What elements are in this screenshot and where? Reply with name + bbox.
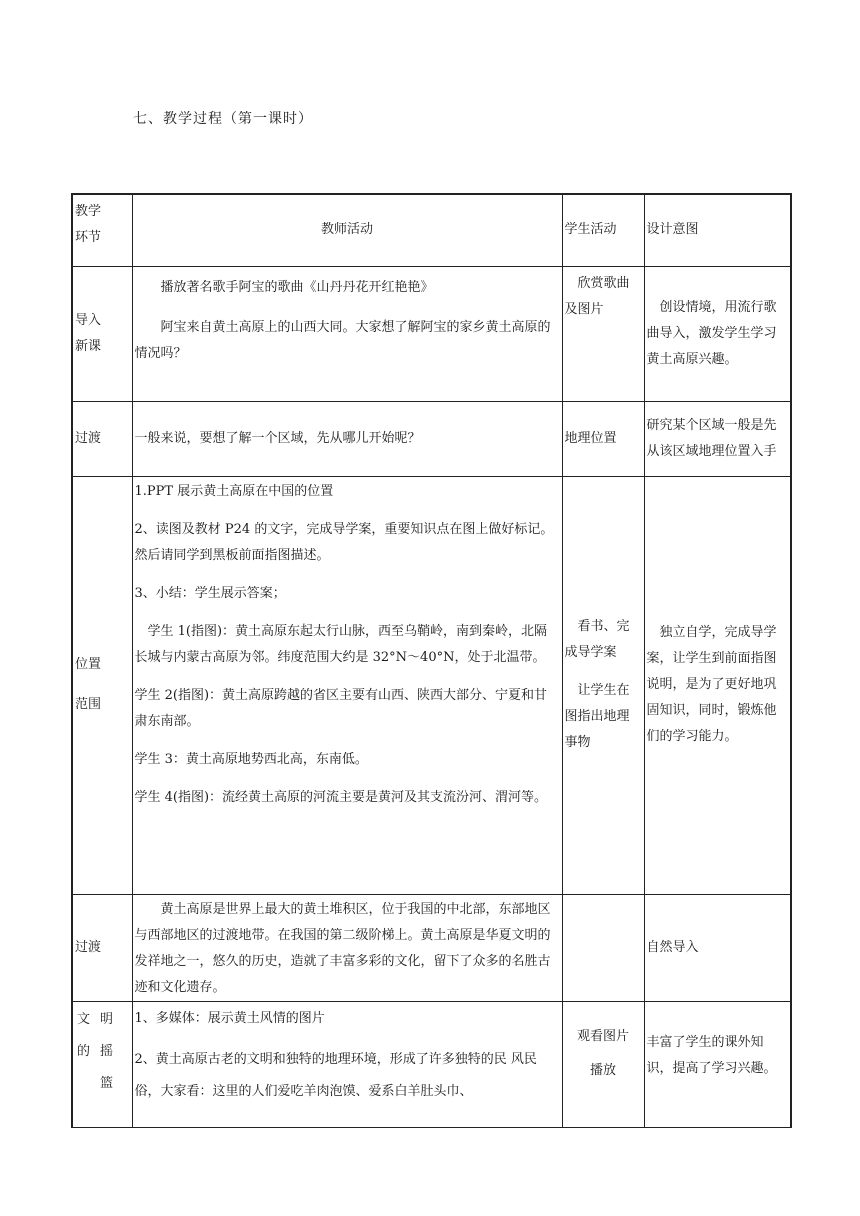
table-row <box>72 1001 791 1127</box>
row-student <box>562 476 644 894</box>
row-teacher <box>132 894 562 1001</box>
design-text: 自然导入 <box>646 939 699 955</box>
design-text: 丰富了学生的课外知识，提高了学习兴趣。 <box>646 1034 777 1076</box>
student-line: 看书、完成导学案 <box>564 619 630 660</box>
teacher-line: 3、小结：学生展示答案； <box>134 585 286 601</box>
row-teacher <box>132 401 562 476</box>
table-row <box>72 401 791 476</box>
student-line: 欣赏歌曲及图片 <box>564 275 630 317</box>
teacher-line: 一般来说，要想了解一个区域，先从哪儿开始呢？ <box>134 430 421 446</box>
section-title: 七、教学过程（第一课时） <box>133 111 313 127</box>
teacher-line: 1.PPT 展示黄土高原在中国的位置 <box>134 483 334 499</box>
row-design <box>644 1001 791 1127</box>
row-stage-text: 位置范围 <box>75 657 102 712</box>
design-text: 独立自学，完成导学案，让学生到前面指图说明，是为了更好地巩固知识，同时，锻炼他们的学习能力。 <box>646 625 777 744</box>
row-teacher <box>132 1001 562 1127</box>
teacher-line: 学生 3：黄土高原地势西北高，东南低。 <box>134 751 368 767</box>
teacher-line: 1、多媒体：展示黄土风情的图片 <box>134 1010 325 1026</box>
row-design <box>644 266 791 401</box>
header-student: 学生活动 <box>562 194 644 266</box>
header-stage <box>72 194 132 266</box>
row-design <box>644 476 791 894</box>
row-stage <box>72 1001 132 1127</box>
table-row <box>72 894 791 1001</box>
row-student <box>562 401 644 476</box>
row-design <box>644 401 791 476</box>
teacher-line: 2、读图及教材 P24 的文字，完成导学案，重要知识点在图上做好标记。然后请同学到黑板前面指图描述。 <box>134 521 554 563</box>
design-text: 创设情境，用流行歌曲导入，激发学生学习黄土高原兴趣。 <box>646 299 777 367</box>
row-stage <box>72 476 132 894</box>
teacher-line: 阿宝来自黄土高原上的山西大同。大家想了解阿宝的家乡黄土高原的情况吗？ <box>134 319 551 361</box>
row-teacher <box>132 476 562 894</box>
teacher-line: 学生 2(指图)：黄土高原跨越的省区主要有山西、陕西大部分、宁夏和甘肃东南部。 <box>134 687 548 729</box>
teacher-line: 2、黄土高原古老的文明和独特的地理环境，形成了许多独特的民 风民俗，大家看：这里的人们爱吃羊肉泡馍、爱系白羊肚头巾、 <box>134 1051 537 1099</box>
lesson-plan-table <box>71 193 792 1128</box>
table-row <box>72 476 791 894</box>
row-student <box>562 1001 644 1127</box>
teacher-line: 学生 4(指图)：流经黄土高原的河流主要是黄河及其支流汾河、渭河等。 <box>134 789 548 805</box>
row-stage: 过渡 <box>72 894 132 1001</box>
row-stage <box>72 266 132 401</box>
row-stage-text: 导入新课 <box>75 312 102 354</box>
row-design <box>644 894 791 1001</box>
table-row <box>72 266 791 401</box>
teacher-line: 学生 1(指图)：黄土高原东起太行山脉，西至乌鞘岭，南到秦岭，北隔长城与内蒙古高原为邻。纬度范围大约是 32°N～40°N，处于北温带。 <box>134 623 548 665</box>
row-student <box>562 266 644 401</box>
row-stage-text: 文明的摇篮 <box>76 1011 123 1091</box>
header-teacher: 教师活动 <box>132 194 562 266</box>
student-line: 地理位置 <box>564 430 617 446</box>
student-line: 观看图片播放 <box>576 1028 629 1078</box>
header-design: 设计意图 <box>644 194 791 266</box>
row-stage: 过渡 <box>72 401 132 476</box>
row-teacher <box>132 266 562 401</box>
teacher-line: 播放著名歌手阿宝的歌曲《山丹丹花开红艳艳》 <box>160 279 434 295</box>
table-header-row <box>72 194 791 266</box>
row-student <box>562 894 644 1001</box>
design-text: 研究某个区域一般是先从该区域地理位置入手 <box>646 417 777 459</box>
teacher-line: 黄土高原是世界上最大的黄土堆积区，位于我国的中北部，东部地区与西部地区的过渡地带。在我国的第二级阶梯上。黄土高原是华夏文明的发祥地之一，悠久的历史，造就了丰富多彩的文化，留下了众多的名胜古迹和文化遗存。 <box>134 901 551 995</box>
header-stage-text: 教学环节 <box>75 204 102 245</box>
student-line: 让学生在图指出地理事物 <box>564 683 630 750</box>
